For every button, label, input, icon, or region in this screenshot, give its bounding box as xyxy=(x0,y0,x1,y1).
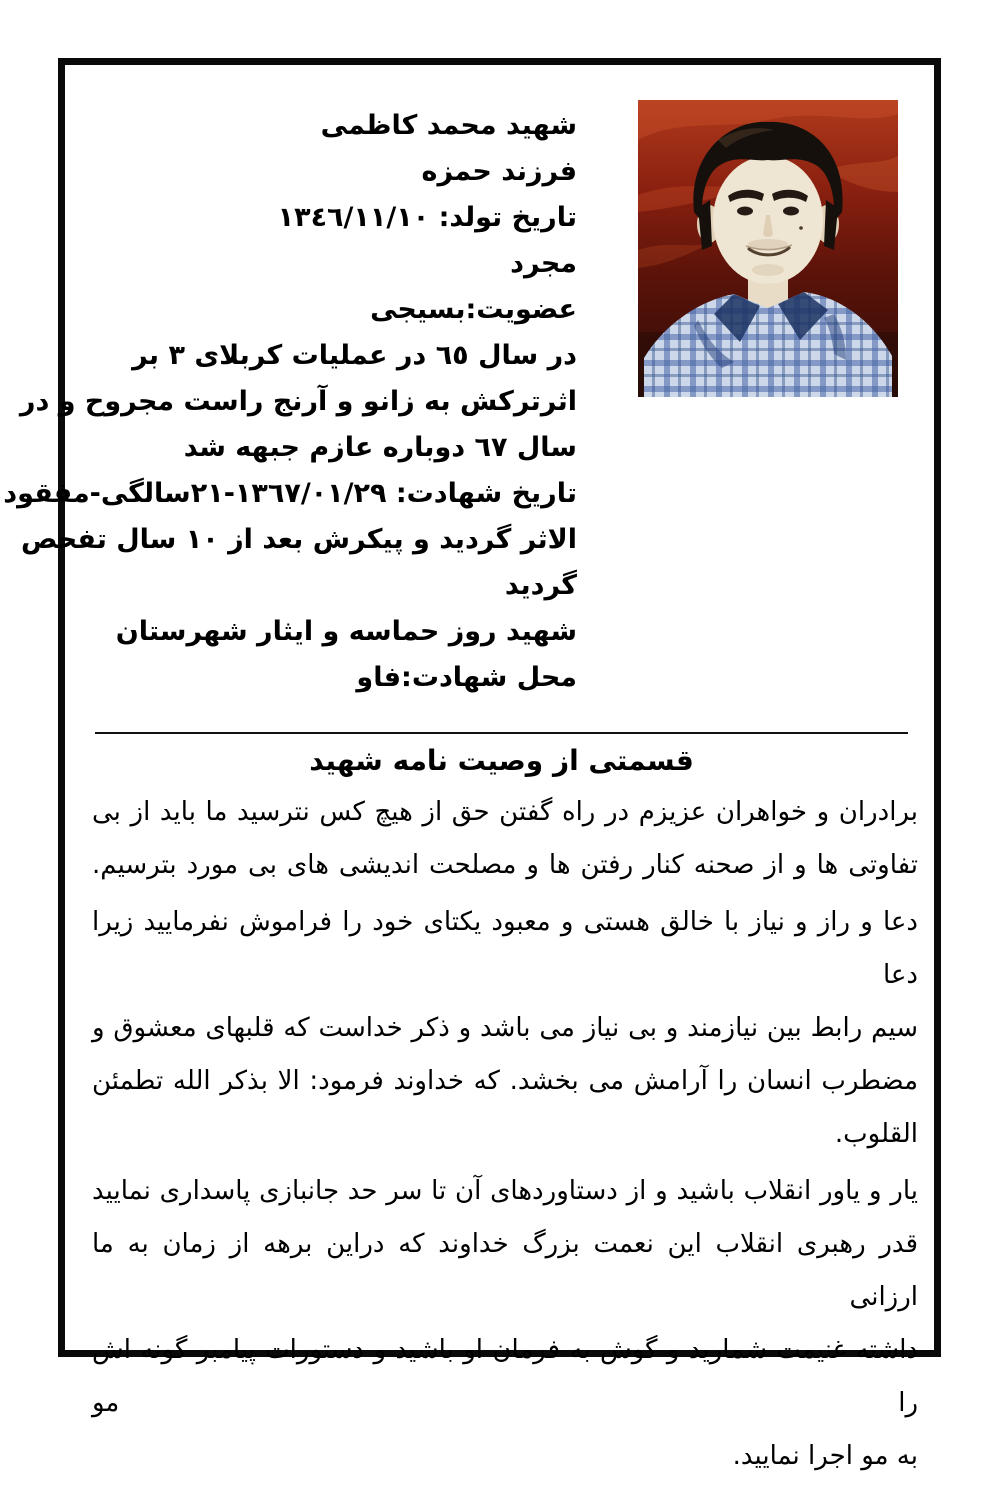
will-paragraph xyxy=(92,786,918,892)
biography-info-line: در سال ٦٥ در عملیات کربلای ٣ بر xyxy=(132,340,577,371)
biography-info-line: مجرد xyxy=(510,248,577,279)
will-text-line: القلوب. xyxy=(834,1119,918,1149)
martyr-photo xyxy=(638,100,898,397)
biography-info-line: سال ٦٧ دوباره عازم جبهه شد xyxy=(183,432,577,463)
will-section-heading: قسمتی از وصیت نامه شهید xyxy=(309,744,694,777)
will-text-line: داشته غنیمت شمارید و گوش به فرمان او باشید و دستورات پیامبر گونه اش را مو xyxy=(92,1335,918,1418)
will-text-line: به مو اجرا نمایید. xyxy=(732,1441,918,1471)
biography-info-line: تاریخ شهادت: ١٣٦٧/٠١/٢٩-٢١سالگی-مفقود xyxy=(3,478,577,509)
will-text-line: سیم رابط بین نیازمند و بی نیاز می باشد و ذکر خداست که قلبهای معشوق و xyxy=(92,1013,918,1043)
section-divider xyxy=(95,732,908,734)
biography-info-line: گردید xyxy=(504,570,577,601)
biography-info-line: شهید محمد کاظمی xyxy=(320,110,577,141)
will-text-line: یار و یاور انقلاب باشید و از دستاوردهای آن تا سر حد جانبازی پاسداری نمایید xyxy=(92,1176,918,1206)
biography-info-line: فرزند حمزه xyxy=(421,156,577,187)
will-text-line: برادران و خواهران عزیزم در راه گفتن حق از هیچ کس نترسید ما باید از بی xyxy=(92,797,918,827)
biography-info-line: عضویت:بسیجی xyxy=(370,294,577,325)
will-paragraph xyxy=(92,1165,918,1483)
biography-info-block xyxy=(3,103,577,701)
biography-info-line: شهید روز حماسه و ایثار شهرستان xyxy=(115,616,577,647)
will-text-line: قدر رهبری انقلاب این نعمت بزرگ خداوند که دراین برهه از زمان به ما ارزانی xyxy=(92,1229,918,1312)
will-paragraph xyxy=(92,896,918,1161)
biography-info-line: محل شهادت:فاو xyxy=(356,662,577,693)
biography-info-line: تاریخ تولد: ١٣٤٦/١١/١٠ xyxy=(277,202,577,233)
biography-info-line: اثرترکش به زانو و آرنج راست مجروح و در xyxy=(19,386,577,417)
will-text-line: مضطرب انسان را آرامش می بخشد. که خداوند فرمود: الا بذکر الله تطمئن xyxy=(92,1066,918,1096)
will-text-line: دعا و راز و نیاز با خالق هستی و معبود یکتای خود را فراموش نفرمایید زیرا دعا xyxy=(92,907,918,990)
biography-info-line: الاثر گردید و پیکرش بعد از ١٠ سال تفحص xyxy=(20,524,577,555)
will-text-line: تفاوتی ها و از صحنه کنار رفتن ها و مصلحت اندیشی های بی مورد بترسیم. xyxy=(92,850,918,880)
will-text-body xyxy=(92,786,918,1487)
martyr-photo-graphic xyxy=(638,100,898,397)
